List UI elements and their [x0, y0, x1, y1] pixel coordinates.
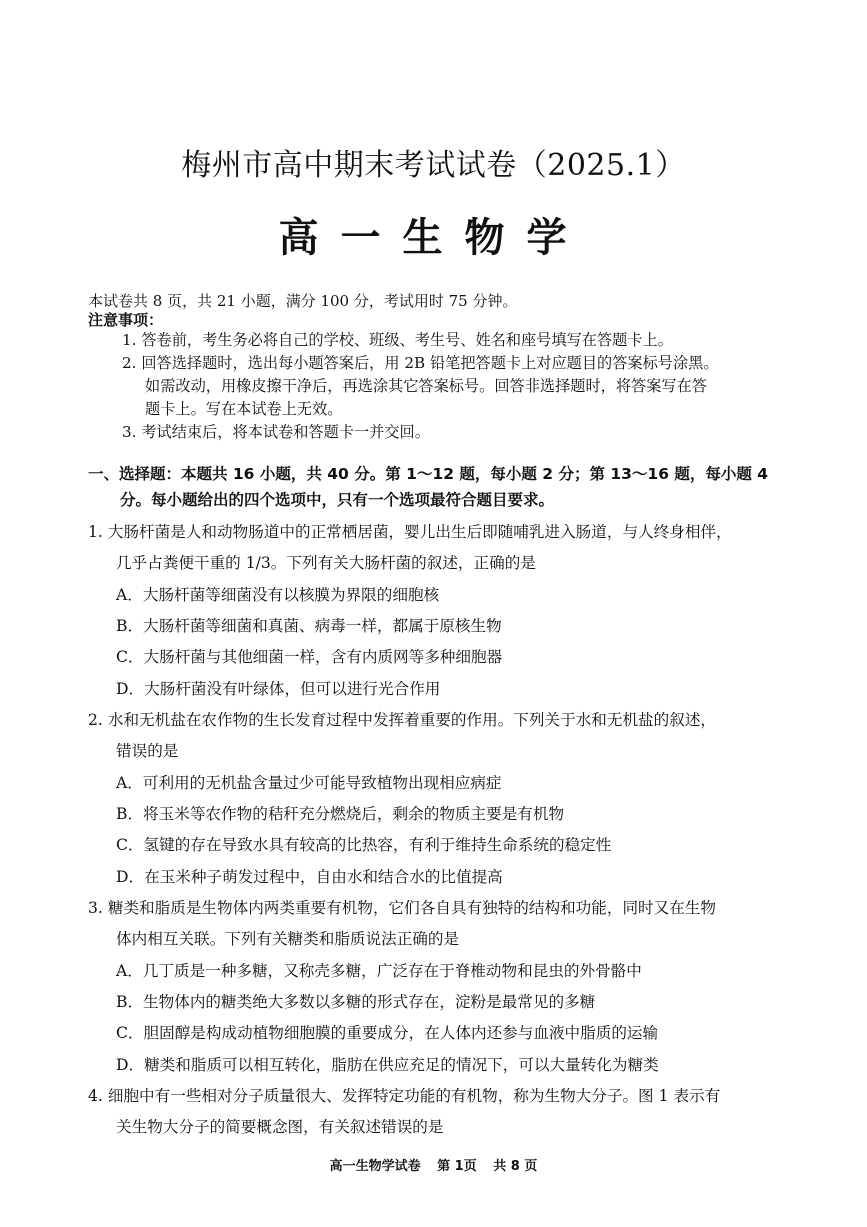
note-1 [122, 329, 673, 350]
question-1-option-d: D．大肠杆菌没有叶绿体，但可以进行光合作用 [116, 680, 441, 698]
note-text: 回答选择题时，选出每小题答案后，用 2B 铅笔把答题卡上对应题目的答案标号涂黑。 [141, 354, 719, 372]
question-text: 大肠杆菌是人和动物肠道中的正常栖居菌，婴儿出生后即随哺乳进入肠道，与人终身相伴， [107, 523, 732, 541]
question-4-stem [88, 1084, 720, 1106]
question-3-option-a: A．几丁质是一种多糖，又称壳多糖，广泛存在于脊椎动物和昆虫的外骨骼中 [116, 962, 642, 980]
footer-page-number: 第 1页 [437, 1159, 477, 1174]
footer-title: 高一生物学试卷 [329, 1159, 421, 1174]
question-3-stem [88, 896, 716, 918]
question-2-option-b: B．将玉米等农作物的秸秆充分燃烧后，剩余的物质主要是有机物 [116, 805, 565, 823]
question-2-stem [88, 708, 716, 730]
question-number: 3. [88, 899, 103, 917]
question-text: 糖类和脂质是生物体内两类重要有机物，它们各自具有独特的结构和功能，同时又在生物 [107, 899, 717, 917]
question-3-option-d: D．糖类和脂质可以相互转化，脂肪在供应充足的情况下，可以大量转化为糖类 [116, 1056, 659, 1074]
question-2-option-d: D．在玉米种子萌发过程中，自由水和结合水的比值提高 [116, 868, 503, 886]
note-2-line-2: 如需改动，用橡皮擦干净后，再选涂其它答案标号。回答非选择题时，将答案写在答 [145, 377, 707, 395]
exam-summary: 本试卷共 8 页，共 21 小题，满分 100 分，考试用时 75 分钟。 [88, 292, 518, 310]
section-heading-line-1: 一、选择题：本题共 16 小题，共 40 分。第 1～12 题，每小题 2 分；第 13～16 题，每小题 4 [88, 465, 769, 483]
note-number: 1. [122, 331, 137, 349]
exam-title: 梅州市高中期末考试试卷（2025.1） [181, 148, 686, 183]
subject-title: 高一生物学 [278, 215, 589, 261]
question-1-option-b: B．大肠杆菌等细菌和真菌、病毒一样，都属于原核生物 [116, 617, 502, 635]
question-1-stem-line-2: 几乎占粪便干重的 1/3。下列有关大肠杆菌的叙述，正确的是 [116, 554, 536, 572]
question-2-option-a: A．可利用的无机盐含量过少可能导致植物出现相应病症 [116, 774, 502, 792]
question-text: 水和无机盐在农作物的生长发育过程中发挥着重要的作用。下列关于水和无机盐的叙述， [107, 711, 717, 729]
footer-total-pages: 共 8 页 [493, 1159, 538, 1174]
notes-heading: 注意事项： [88, 311, 164, 329]
note-text: 考试结束后，将本试卷和答题卡一并交回。 [141, 423, 430, 441]
question-2-option-c: C．氢键的存在导致水具有较高的比热容，有利于维持生命系统的稳定性 [116, 836, 612, 854]
note-number: 3. [122, 423, 137, 441]
question-1-option-c: C．大肠杆菌与其他细菌一样，含有内质网等多种细胞器 [116, 648, 503, 666]
question-4-stem-line-2: 关生物大分子的简要概念图，有关叙述错误的是 [116, 1118, 444, 1136]
note-number: 2. [122, 354, 137, 372]
note-3 [122, 421, 430, 442]
question-text: 细胞中有一些相对分子质量很大、发挥特定功能的有机物，称为生物大分子。图 1 表示有 [107, 1087, 721, 1105]
question-number: 4. [88, 1087, 103, 1105]
question-number: 1. [88, 523, 103, 541]
section-heading-line-2: 分。每小题给出的四个选项中，只有一个选项最符合题目要求。 [120, 491, 555, 509]
question-3-option-c: C．胆固醇是构成动植物细胞膜的重要成分，在人体内还参与血液中脂质的运输 [116, 1024, 659, 1042]
note-text: 答卷前，考生务必将自己的学校、班级、考生号、姓名和座号填写在答题卡上。 [141, 331, 673, 349]
note-2 [122, 352, 719, 373]
page-footer [0, 1155, 867, 1174]
question-2-stem-line-2: 错误的是 [116, 742, 179, 760]
question-3-option-b: B．生物体内的糖类绝大多数以多糖的形式存在，淀粉是最常见的多糖 [116, 993, 596, 1011]
question-1-option-a: A．大肠杆菌等细菌没有以核膜为界限的细胞核 [116, 586, 440, 604]
question-number: 2. [88, 711, 103, 729]
note-2-line-3: 题卡上。写在本试卷上无效。 [145, 400, 343, 418]
question-3-stem-line-2: 体内相互关联。下列有关糖类和脂质说法正确的是 [116, 930, 460, 948]
question-1-stem [88, 520, 732, 542]
